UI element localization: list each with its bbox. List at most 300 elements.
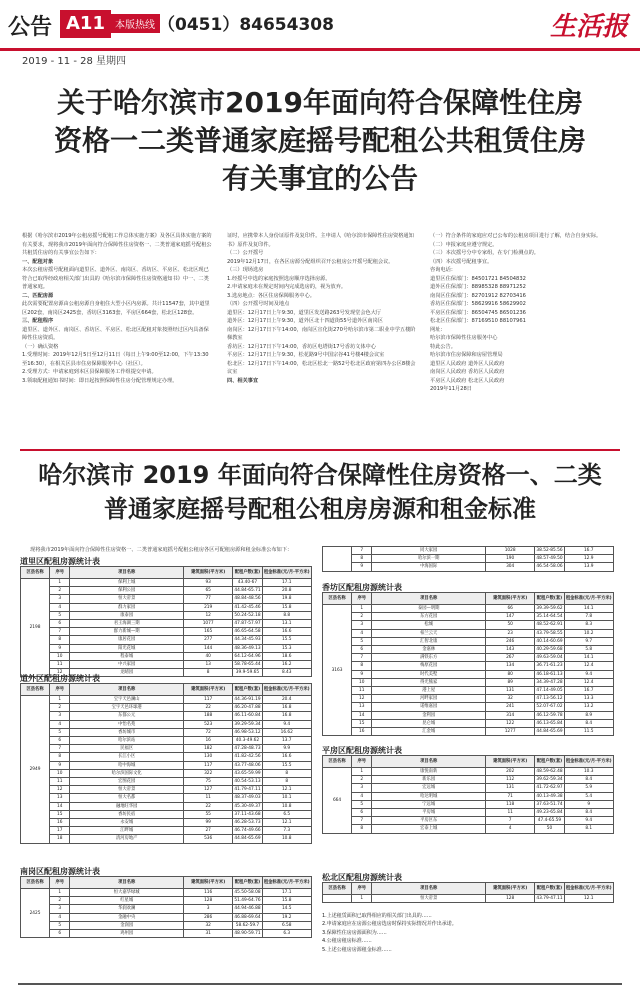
table-cell: 1 xyxy=(50,696,70,704)
table-cell: 9.4 xyxy=(564,817,614,825)
table-cell: 阳光花城 xyxy=(70,644,183,652)
table-cell: 东都公元 xyxy=(70,712,183,720)
table-cell: 河畔家园 xyxy=(372,695,485,703)
table-cell: 9 xyxy=(50,644,70,652)
body-paragraph: （一）符合条件的家庭应对已公布的公租房项目进行了解，结合自身实际。 xyxy=(430,233,602,239)
table-cell: 8 xyxy=(352,555,372,563)
table-cell: 7.3 xyxy=(262,827,312,835)
table-cell: 16.62 xyxy=(262,728,312,736)
table-cell: 15.8 xyxy=(262,603,312,611)
table-header-row xyxy=(323,756,614,768)
table-cell: 41.82-42.56 xyxy=(234,754,261,760)
table-cell: 188 xyxy=(183,712,232,720)
table-cell: 13 xyxy=(50,794,70,802)
body-paragraph: （三）本次摇号分中专家组，在专门检测点的。 xyxy=(430,250,539,256)
title-line: 资格一二类普通家庭摇号配租公共租赁住房 xyxy=(53,124,586,157)
table-cell: 4 xyxy=(485,825,534,833)
table-row xyxy=(21,636,312,644)
table-cell: 时代美墅 xyxy=(372,670,485,678)
column-header: 建筑面积(平方米) xyxy=(183,567,232,579)
table-cell: 松城 xyxy=(372,621,485,629)
column-header: 租金标准(元/月·平方米) xyxy=(564,593,614,605)
table-row xyxy=(21,712,312,720)
table-row xyxy=(323,825,614,833)
column-header: 配租户数(套) xyxy=(233,877,262,889)
body-paragraph: 3.领取配租通知书时间：即日起按照保障性住房分配管理规定办理。 xyxy=(22,377,178,384)
table-cell: 1277 xyxy=(485,728,534,736)
table-cell: 哈达明城 xyxy=(372,792,485,800)
note-item: 3.保障性住房房源面积为…… xyxy=(322,929,387,936)
table-cell: 恒大嘉华绿城 xyxy=(70,889,183,897)
table-cell: 宝宇天邑环球港 xyxy=(70,704,183,712)
table-cell: 香坊城市 xyxy=(70,728,183,736)
table-cell: 14 xyxy=(50,802,70,810)
table-cell: 41.42-45.46 xyxy=(234,604,261,610)
table-cell: 38.52-85.56 xyxy=(536,548,563,553)
table-cell: 6 xyxy=(50,737,70,745)
table-cell: 48.90-59.71 xyxy=(234,931,261,937)
table-row xyxy=(21,587,312,595)
column-header: 序号 xyxy=(352,883,372,895)
table-row xyxy=(323,703,614,711)
table-cell: 13.9 xyxy=(564,563,614,571)
table-cell: 16.8 xyxy=(262,712,312,720)
table-cell: 20.4 xyxy=(262,696,312,704)
table-cell: 君王海湖三期 xyxy=(70,620,183,628)
district-total: 2425 xyxy=(21,889,50,938)
table-cell: 49.63-59.04 xyxy=(536,655,563,661)
table-cell: 41.72-62.97 xyxy=(536,785,563,791)
table-cell: 5.4 xyxy=(564,792,614,800)
table-cell: 143 xyxy=(485,646,534,654)
table-cell: 36.71-61.23 xyxy=(536,663,563,669)
table-cell: 平房城 xyxy=(372,809,485,817)
table-cell: 宝宇天邑澜山 xyxy=(70,696,183,704)
table-cell: 4 xyxy=(50,720,70,728)
table-cell: 44.94-46.88 xyxy=(234,906,261,912)
table-row xyxy=(21,810,312,818)
table-cell: 6 xyxy=(352,809,372,817)
table-cell: 71 xyxy=(485,792,534,800)
table-row xyxy=(21,802,312,810)
table-cell: 新乐园 xyxy=(372,776,485,784)
table-cell: 18 xyxy=(50,835,70,843)
table-row xyxy=(21,611,312,619)
table-cell: 112 xyxy=(485,776,534,784)
table-cell: 20.8 xyxy=(262,587,312,595)
table-cell: 80 xyxy=(485,670,534,678)
table-cell: 诺维嘉园 xyxy=(372,703,485,711)
table-cell: 130 xyxy=(183,753,232,761)
housing-table xyxy=(322,882,614,903)
body-paragraph: 香坊区住保部门：58629916 58629902 xyxy=(430,301,526,307)
table-cell: 12.1 xyxy=(262,819,312,827)
table-cell: 8.3 xyxy=(564,621,614,629)
table-cell: 23 xyxy=(485,629,534,637)
column-header: 项目名称 xyxy=(70,567,183,579)
table-cell: 12.9 xyxy=(564,555,614,563)
table-cell: 11 xyxy=(50,661,70,669)
column-header: 租金标准(元/月·平方米) xyxy=(262,567,312,579)
body-paragraph: 三、配租程序 xyxy=(22,318,54,324)
column-header: 建筑面积(平方米) xyxy=(485,883,534,895)
table-cell: 永安城 xyxy=(70,819,183,827)
table-cell: 31 xyxy=(183,930,232,938)
table-cell: 16.7 xyxy=(564,547,614,555)
table-cell: 5 xyxy=(50,921,70,929)
table-cell: 5 xyxy=(50,611,70,619)
table-cell: 39.9-59.65 xyxy=(233,669,262,677)
table-cell: 15.3 xyxy=(262,644,312,652)
table-cell: 港上屋 xyxy=(372,687,485,695)
body-paragraph: 特此公告。 xyxy=(430,343,456,350)
table-cell: 46.20-47.88 xyxy=(234,705,261,711)
table-cell: 15.5 xyxy=(262,636,312,644)
table-cell: 2 xyxy=(50,897,70,905)
table-cell: 9 xyxy=(352,670,372,678)
table-row xyxy=(21,579,312,587)
table-cell: 得光熊家 xyxy=(372,678,485,686)
column-header: 建筑面积(平方米) xyxy=(485,593,534,605)
table-cell: 15 xyxy=(352,719,372,727)
table-cell: 4 xyxy=(352,629,372,637)
table-cell: 117 xyxy=(183,696,232,704)
table-cell: 322 xyxy=(183,769,232,777)
table-cell: 9.9 xyxy=(262,745,312,753)
note-item: 2.申请家庭应在房源公租房选房时保持实际情况并作出承诺。 xyxy=(322,921,457,928)
body-paragraph: 南岗区住保部门：82701912 82703416 xyxy=(430,292,526,299)
table-cell: 47.28-48.73 xyxy=(234,746,261,752)
body-paragraph: 南岗区：12月17日下午14:00，南岗区宣化街270号哈尔滨市第二职业中学五楼阶梯教室 xyxy=(227,326,416,341)
table-cell: 9 xyxy=(50,761,70,769)
table-row xyxy=(323,784,614,792)
table-cell: 梅原花园 xyxy=(372,662,485,670)
table-cell: 219 xyxy=(183,603,232,611)
table-cell: 43.77-48.06 xyxy=(234,762,261,768)
table-cell: 165 xyxy=(183,628,232,636)
table-cell: 127 xyxy=(183,786,232,794)
table-cell: 8.4 xyxy=(564,776,614,784)
table-row xyxy=(323,776,614,784)
district-total xyxy=(323,547,352,572)
table-row xyxy=(21,897,312,905)
table-title: 香坊区配租房源统计表 xyxy=(322,583,402,592)
table-cell: 13.7 xyxy=(262,737,312,745)
table-cell: 长江小区 xyxy=(70,753,183,761)
table-cell: 1 xyxy=(352,605,372,613)
body-paragraph: 松北区：12月17日下午14:00，松北区松北一路52号松北区政府第四办公区8楼会议室 xyxy=(227,360,416,375)
table-cell: 康居花园 xyxy=(70,636,183,644)
table-cell: 48.84-48.56 xyxy=(234,596,261,602)
table-cell: 47.87-57.97 xyxy=(234,621,261,627)
table-cell: 7 xyxy=(352,817,372,825)
table-cell: 13 xyxy=(352,703,372,711)
table-cell: 8 xyxy=(352,825,372,833)
table-cell: 9.4 xyxy=(262,720,312,728)
table-cell: 32 xyxy=(183,921,232,929)
table-cell: 泰园—明期 xyxy=(372,605,485,613)
table-cell: 17 xyxy=(50,827,70,835)
table-cell: 46.11-60.84 xyxy=(234,713,261,719)
table-cell: 11 xyxy=(183,794,232,802)
table-cell: 6.5 xyxy=(262,810,312,818)
table-cell: 44.84-65.69 xyxy=(536,729,563,735)
table-cell: 金润园 xyxy=(70,921,183,929)
table-cell: 46.98-53.12 xyxy=(234,729,261,735)
table-cell: 哈尔滨一期 xyxy=(372,555,485,563)
column-header: 配租户数(套) xyxy=(535,883,564,895)
body-paragraph: 哈尔滨市住房保障和房屋管理局 xyxy=(430,352,503,358)
body-paragraph: 平房区住保部门：86504745 86501236 xyxy=(430,309,526,316)
table-row xyxy=(21,652,312,660)
table-cell: 117 xyxy=(183,761,232,769)
table-cell: 7 xyxy=(485,817,534,825)
table-row xyxy=(21,778,312,786)
table-title: 松北区配租房源统计表 xyxy=(322,873,402,882)
body-paragraph: 道外区：12月17日上午9:30，道外区北十四道街55号道外区南岗区 xyxy=(227,318,383,324)
table-cell: 241 xyxy=(485,703,534,711)
table-row xyxy=(21,930,312,938)
table-cell: 1 xyxy=(352,895,372,903)
body-paragraph: （四）本次摇号配租事宜。 xyxy=(430,258,493,265)
table-cell: 48.59-62.48 xyxy=(536,769,563,774)
table-cell: 286 xyxy=(183,913,232,921)
body-paragraph: 道里区、道外区、南岗区、香坊区、平房区、松北区配租对象按照经过区内具备保障性住房资质。 xyxy=(22,326,209,341)
table-row xyxy=(323,547,614,555)
table-cell: 民福区 xyxy=(70,745,183,753)
table-cell: 16.7 xyxy=(564,687,614,695)
table-title: 南岗区配租房源统计表 xyxy=(20,867,100,876)
issue-date: 2019 - 11 - 28 星期四 xyxy=(22,56,127,67)
table-cell: 恒大帝景 xyxy=(70,786,183,794)
body-paragraph: 此次需要配置房源由公租房源自身租住大型小区内房源。共计11547套，其中道里区202套，南岗区2425套，香坊区3163套，平房区664套，松北区128套。 xyxy=(22,301,210,316)
table-cell: 哈尔滨国际文化 xyxy=(70,769,183,777)
table-cell: 3 xyxy=(352,621,372,629)
table-cell: 8.43 xyxy=(262,669,312,677)
table-cell: 8.8 xyxy=(262,611,312,619)
table-cell: 江畔城 xyxy=(70,827,183,835)
table-cell: 中怡名苑 xyxy=(70,720,183,728)
table-row xyxy=(21,644,312,652)
table-row xyxy=(323,662,614,670)
table-cell: 45.50-58.08 xyxy=(234,890,261,895)
table-cell: 131 xyxy=(485,687,534,695)
table-row xyxy=(21,753,312,761)
body-paragraph: 2019年12月17日，在各区房源分配组织召开公租房公开摇号配租会议。 xyxy=(227,258,394,265)
housing-table xyxy=(20,566,312,677)
column-header: 序号 xyxy=(50,684,70,696)
body-paragraph: （二）公开摇号 xyxy=(227,250,264,256)
table-cell: 12.1 xyxy=(564,895,614,903)
column-header: 序号 xyxy=(352,756,372,768)
table-cell: 147 xyxy=(485,613,534,621)
table-cell: 金利园 xyxy=(372,711,485,719)
table-cell: 1077 xyxy=(183,620,232,628)
table-cell: 1 xyxy=(50,579,70,587)
body-paragraph: 哈尔滨市保障性住房服务中心 xyxy=(430,335,498,341)
table-cell: 16.6 xyxy=(262,628,312,636)
newspaper-logo: 生活报 xyxy=(549,12,628,42)
column-header: 配租户数(套) xyxy=(233,684,262,696)
table-cell: 7 xyxy=(50,745,70,753)
table-cell: 43.79-58.55 xyxy=(536,630,563,636)
title-line: 有关事宜的公告 xyxy=(221,162,418,195)
table-cell: 47.4-65.59 xyxy=(535,817,564,825)
table-cell: 保利公园 xyxy=(70,587,183,595)
table-cell: 哈中海城 xyxy=(70,761,183,769)
table-cell: 16 xyxy=(352,728,372,736)
table-cell: 华润欢澜 xyxy=(70,905,183,913)
column-header: 项目名称 xyxy=(70,684,183,696)
table-row xyxy=(21,661,312,669)
table-cell: 恒大帝景 xyxy=(372,895,485,903)
table-row xyxy=(323,555,614,563)
table-row xyxy=(323,695,614,703)
table-cell: 龙晴园 xyxy=(70,669,183,677)
table-row xyxy=(21,603,312,611)
table-cell: 50.24-52.18 xyxy=(234,612,261,618)
notes xyxy=(322,912,622,954)
table-cell: 汇金城 xyxy=(372,728,485,736)
column-header: 租金标准(元/月·平方米) xyxy=(262,684,312,696)
body-paragraph: 本次公租房摇号配租面向道里区、道外区、南岗区、香坊区、平房区、松北区现已符合已取得经政府相关部门出具的《哈尔滨市保障性住房资格通知书》中一、二类普通家庭。 xyxy=(22,267,209,290)
table-cell: 程泰城 xyxy=(70,652,183,660)
body-paragraph: 1.受理时间：2019年12月5日至12月11日（每日上午9:00至12:00，下午13:30至16:30），在相关区县市住房保障服务中心（社区）。 xyxy=(22,352,209,367)
table-cell: 39.29-59.34 xyxy=(234,721,261,727)
table-cell: 32 xyxy=(485,695,534,703)
table-cell: 8 xyxy=(262,778,312,786)
body-paragraph: 2.受理方式：申请家庭到本区县保障服务工作组提交申请。 xyxy=(22,369,157,375)
table-cell: 6 xyxy=(352,646,372,654)
table-cell: 44.84-65.69 xyxy=(234,836,261,842)
table-cell: 恒大名都 xyxy=(70,794,183,802)
table-cell: 46.74-49.66 xyxy=(234,828,261,834)
table-cell: 55 xyxy=(183,810,232,818)
table-cell: 10 xyxy=(50,652,70,660)
table-row xyxy=(21,704,312,712)
table-cell: 43.79-47.11 xyxy=(536,896,563,901)
table-cell: 8.1 xyxy=(564,825,614,833)
table-cell: 8 xyxy=(352,662,372,670)
table-row xyxy=(323,629,614,637)
table-header-row xyxy=(323,593,614,605)
table-cell: 7 xyxy=(352,654,372,662)
table-cell: 同大家园 xyxy=(372,547,485,555)
table-cell: 44.84-65.71 xyxy=(234,588,261,594)
column-header: 区县名称 xyxy=(21,567,50,579)
table-cell: 融地旺华园 xyxy=(70,802,183,810)
district-total: 2198 xyxy=(21,579,50,677)
table-cell: 群力家园 xyxy=(70,603,183,611)
column-header: 序号 xyxy=(50,877,70,889)
table-row xyxy=(323,711,614,719)
body-paragraph: 平房区人民政府 松北区人民政府 xyxy=(430,377,505,384)
table-cell: 246 xyxy=(485,637,534,645)
table-cell: 128 xyxy=(485,895,534,903)
column-header: 配租户数(套) xyxy=(233,567,262,579)
table-cell: 314 xyxy=(485,711,534,719)
table-cell: 39.62-59.34 xyxy=(536,777,563,783)
table-cell: 12.4 xyxy=(564,662,614,670)
table-row xyxy=(21,835,312,843)
table-cell: 11.5 xyxy=(564,728,614,736)
table-cell: 41.79-47.11 xyxy=(234,787,261,793)
table-cell: 14 xyxy=(352,711,372,719)
table-cell: 12 xyxy=(352,695,372,703)
table-cell: 10 xyxy=(50,769,70,777)
table-cell: 48.36-49.13 xyxy=(234,645,261,651)
table-cell: 恒大帝景 xyxy=(70,595,183,603)
table-cell: 12 xyxy=(183,611,232,619)
table-cell: 118 xyxy=(485,800,534,808)
table-cell: 46.28-53.73 xyxy=(234,820,261,826)
body-paragraph: 道里区：12月17日上午9:30，道里区发送路263号发现堂会色大厅 xyxy=(227,309,382,316)
table-cell: 35.14-64.54 xyxy=(536,614,563,620)
body-paragraph: 松北区住保部门：87169510 88107961 xyxy=(430,318,526,324)
table-cell: 40.54-53.13 xyxy=(234,779,261,785)
table-row xyxy=(21,728,312,736)
table-cell: 8 xyxy=(50,636,70,644)
table-row xyxy=(323,605,614,613)
table-cell: 47.13-56.12 xyxy=(536,696,563,702)
note-item: 5.上述公租房房源租金标准…… xyxy=(322,946,392,953)
table-cell: 1028 xyxy=(485,547,534,555)
table-row xyxy=(323,637,614,645)
section-label: 公告 xyxy=(8,14,53,40)
housing-table xyxy=(20,683,312,844)
table-cell: 8 xyxy=(50,753,70,761)
table-cell: 柏兰云天 xyxy=(372,629,485,637)
table-row xyxy=(323,809,614,817)
table-cell: 3 xyxy=(50,595,70,603)
body-paragraph: 3.选房地点：各区住房保障服务中心。 xyxy=(227,292,315,299)
table-cell: 46.12-59.78 xyxy=(536,712,563,718)
body-paragraph: 证时，应携带本人身份证原件及复印件。主申请人《哈尔滨市保障性住房资格通知书》原件及复印件。 xyxy=(227,233,414,248)
body-paragraph: 香坊区：12月17日下午14:00，香坊区电塔街17号香坊文体中心 xyxy=(227,343,376,350)
table-cell: 37.63-51.74 xyxy=(536,801,563,807)
table-cell: 43.40-67 xyxy=(233,579,262,587)
body-paragraph: 1.经摇号中选的家庭按照选房顺序选择房源。 xyxy=(227,275,331,282)
table-row xyxy=(323,817,614,825)
table-cell: 52.07-67.02 xyxy=(536,704,563,710)
table-cell: 99 xyxy=(183,819,232,827)
table-cell: 46.18-61.13 xyxy=(536,671,563,677)
table-cell: 77 xyxy=(183,595,232,603)
table-cell: 2 xyxy=(50,587,70,595)
body-paragraph: （一）确认资格 xyxy=(22,343,59,350)
district-total xyxy=(323,895,352,903)
table-cell: 10.8 xyxy=(262,802,312,810)
table-cell: 5.8 xyxy=(564,646,614,654)
table-cell: 16.6 xyxy=(262,753,312,761)
table-row xyxy=(323,646,614,654)
housing-table xyxy=(322,755,614,834)
table-cell: 8 xyxy=(262,769,312,777)
table-cell: 47.14-49.05 xyxy=(536,688,563,694)
table-cell: 5 xyxy=(352,637,372,645)
table-cell: 康泰园 xyxy=(70,611,183,619)
table-cell: 116 xyxy=(183,889,232,897)
table-header-row xyxy=(21,684,312,696)
table-cell: 平房区东 xyxy=(372,817,485,825)
table-cell: 122 xyxy=(485,719,534,727)
table-cell: 中兴家园 xyxy=(70,661,183,669)
table-row xyxy=(21,745,312,753)
table-row xyxy=(323,670,614,678)
table-cell: 131 xyxy=(485,784,534,792)
district-total: 2949 xyxy=(21,696,50,844)
body-paragraph: 四、相关事宜 xyxy=(227,377,259,384)
